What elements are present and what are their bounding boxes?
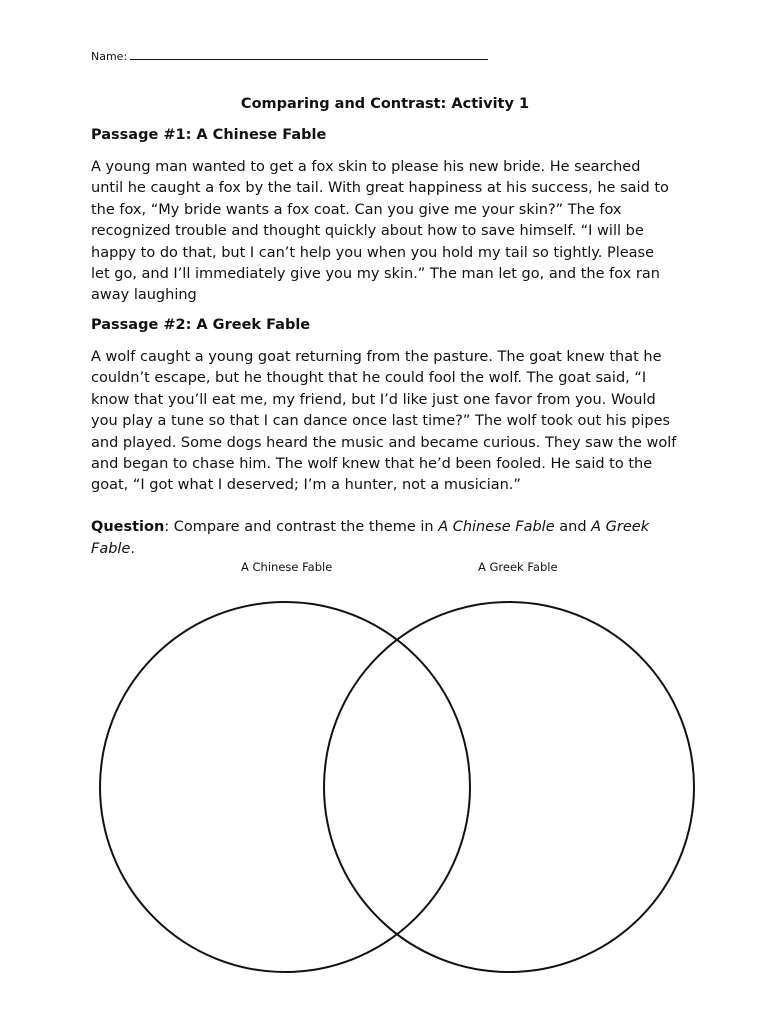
question-fable1: A Chinese Fable xyxy=(438,519,555,535)
passage2-line: and played. Some dogs heard the music and became curious. They saw the wolf xyxy=(91,434,677,451)
passage2-line: couldn’t escape, but he thought that he could fool the wolf. The goat said, “I xyxy=(91,370,647,387)
venn-right-label: A Greek Fable xyxy=(478,560,558,574)
passage2-line: and began to chase him. The wolf knew that he’d been fooled. He said to the xyxy=(91,456,653,473)
venn-right-circle[interactable] xyxy=(324,602,694,972)
passage1-line: recognized trouble and thought quickly about how to save himself. “I will be xyxy=(91,223,644,240)
question-fable2: A Greek Fable xyxy=(91,519,650,557)
name-label: Name: xyxy=(91,50,128,63)
venn-left-label: A Chinese Fable xyxy=(241,560,333,574)
passage1-line: the fox, “My bride wants a fox coat. Can you give me your skin?” The fox xyxy=(91,201,622,218)
passage2-line: goat, “I got what I deserved; I’m a hunter, not a musician.” xyxy=(91,477,521,494)
venn-left-circle[interactable] xyxy=(100,602,470,972)
passage2-line: you play a tune so that I can dance once last time?” The wolf took out his pipes xyxy=(91,413,671,430)
passage2-line: A wolf caught a young goat returning from the pasture. The goat knew that he xyxy=(91,349,662,365)
passage1-line: happy to do that, but I can’t help you when you hold my tail so tightly. Please xyxy=(91,244,655,261)
question-text-and: and xyxy=(554,519,592,535)
page-title: Comparing and Contrast: Activity 1 xyxy=(240,96,530,112)
question-label: Question xyxy=(91,519,165,535)
passage1-heading: Passage #1: A Chinese Fable xyxy=(91,127,327,143)
passage1-line: A young man wanted to get a fox skin to please his new bride. He searched xyxy=(91,159,641,175)
passage1-line: until he caught a fox by the tail. With great happiness at his success, he said to xyxy=(91,180,669,197)
passage2-heading: Passage #2: A Greek Fable xyxy=(91,317,311,333)
passage1-line: away laughing xyxy=(91,287,197,304)
question-text-after: . xyxy=(130,540,135,557)
question-text-before: : Compare and contrast the theme in xyxy=(164,519,439,535)
passage2-line: know that you’ll eat me, my friend, but I’d like just one favor from you. Would xyxy=(91,391,656,408)
passage1-line: let go, and I’ll immediately give you my skin.” The man let go, and the fox ran xyxy=(91,266,660,283)
